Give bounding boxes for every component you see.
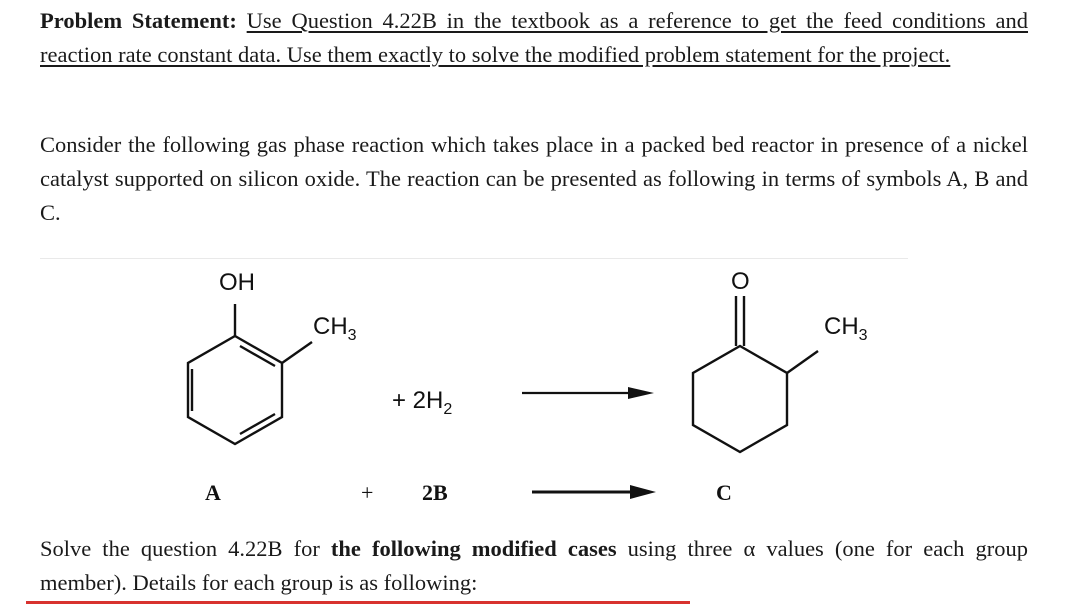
carbonyl-oxygen-label: O (731, 268, 750, 295)
symbol-a: A (205, 480, 221, 505)
intro-paragraph: Consider the following gas phase reaction which takes place in a packed bed reactor in presence of a nickel catalyst supported on silicon oxide. The reaction can be presented as following in terms of symbols A, B and C. (40, 132, 1028, 225)
problem-statement-label: Problem Statement: (40, 8, 237, 33)
reaction-scheme (0, 262, 1080, 512)
solve-paragraph (40, 532, 1028, 600)
symbol-b: 2B (422, 480, 448, 505)
solve-text-after: using three α values (one for each group member). Details for each group is as following: (40, 536, 1028, 595)
solve-text-before: Solve the question 4.22B for (40, 536, 331, 561)
solve-text-bold: the following modified cases (330, 536, 617, 561)
reactant-methyl-label: $CH_3$ (313, 313, 357, 344)
problem-statement-text: Use Question 4.22B in the textbook as a reference to get the feed conditions and reaction rate constant data. Use them exactly to solve the modified problem statement for the project. (40, 8, 1029, 67)
symbol-arrow (532, 485, 656, 499)
faint-divider (40, 258, 908, 259)
symbol-plus: + (361, 480, 374, 505)
problem-statement (40, 4, 1028, 72)
reactant-structure (188, 304, 312, 444)
reaction-arrow (522, 387, 654, 399)
hydrogen-term: + $2H_2$ (392, 387, 453, 418)
product-methyl-label: $CH_3$ (824, 313, 868, 344)
hydroxyl-label: OH (219, 269, 255, 296)
product-structure (693, 296, 818, 452)
symbol-c: C (716, 480, 732, 505)
